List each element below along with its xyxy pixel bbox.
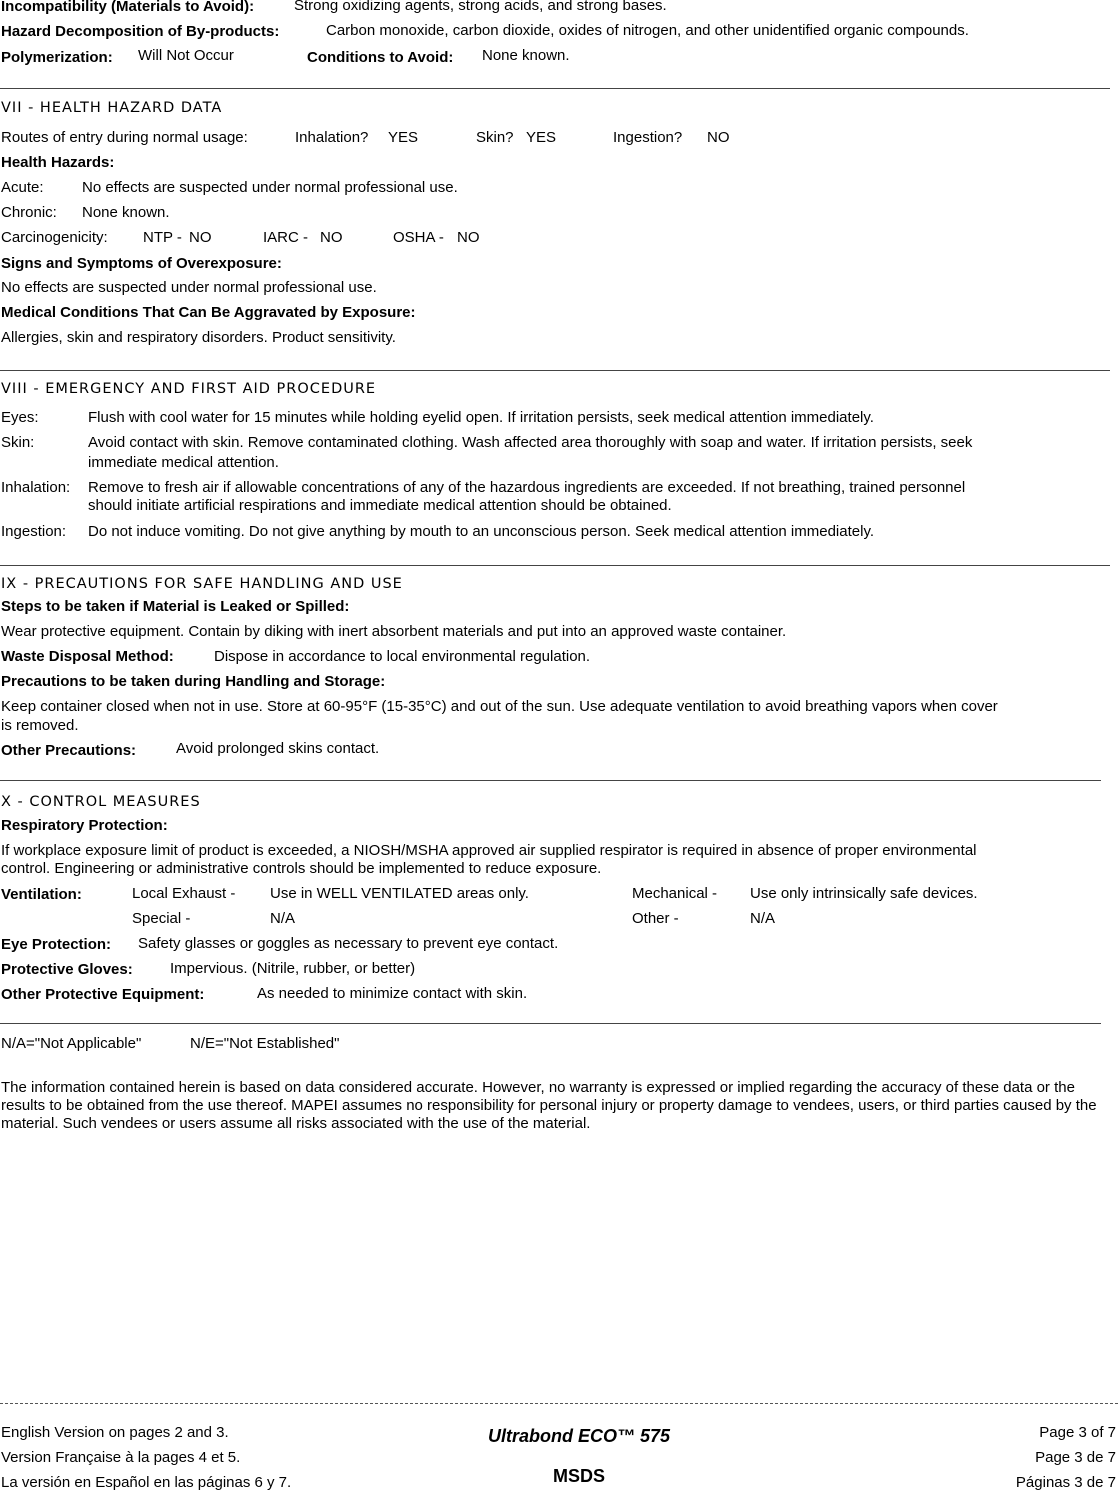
- other-ventilation-value: N/A: [750, 910, 776, 927]
- polymerization-label: Polymerization:: [1, 49, 113, 66]
- routes-label: Routes of entry during normal usage:: [1, 129, 248, 146]
- eye-protection-value: Safety glasses or goggles as necessary to prevent eye contact.: [138, 935, 559, 952]
- chronic-value: None known.: [82, 204, 170, 221]
- waste-disposal-label: Waste Disposal Method:: [1, 648, 174, 665]
- spill-steps-value: Wear protective equipment. Contain by diking with inert absorbent materials and put into an approved waste container.: [1, 623, 787, 640]
- acute-label: Acute:: [1, 179, 44, 196]
- inhalation-value-line2: should initiate artificial respirations and immediate medical attention should be obtained.: [88, 497, 672, 514]
- disclaimer-paragraph: The information contained herein is based on data considered accurate. However, no warranty is expressed or implied regarding the accuracy of these data or the results to be obtained from the use thereof. MAPEI assumes no responsibility for personal injury or property damage to vendees, users, or third parties caused by the material. Such vendees or users assume all risks associated with the use of the material.: [1, 1079, 1097, 1132]
- eyes-value: Flush with cool water for 15 minutes while holding eyelid open. If irritation persists, seek medical attention immediately.: [88, 409, 874, 426]
- divider: [0, 780, 1101, 781]
- skin-value-line1: Avoid contact with skin. Remove contaminated clothing. Wash affected area thoroughly with soap and water. If irritation persists, seek: [88, 434, 973, 451]
- other-protective-equipment-label: Other Protective Equipment:: [1, 986, 205, 1003]
- special-value: N/A: [270, 910, 296, 927]
- handling-storage-label: Precautions to be taken during Handling and Storage:: [1, 673, 386, 690]
- protective-gloves-value: Impervious. (Nitrile, rubber, or better): [170, 960, 416, 977]
- protective-gloves-label: Protective Gloves:: [1, 961, 133, 978]
- footer-english-version: English Version on pages 2 and 3.: [1, 1424, 229, 1441]
- handling-storage-value-line2: is removed.: [1, 717, 79, 734]
- ne-note: N/E="Not Established": [190, 1035, 340, 1052]
- local-exhaust-value: Use in WELL VENTILATED areas only.: [270, 885, 529, 902]
- skin-question: Skin?: [476, 129, 514, 146]
- health-hazards-label: Health Hazards:: [1, 154, 115, 171]
- ingestion-question: Ingestion?: [613, 129, 683, 146]
- medical-conditions-label: Medical Conditions That Can Be Aggravated by Exposure:: [1, 304, 416, 321]
- ingestion-value: Do not induce vomiting. Do not give anything by mouth to an unconscious person. Seek medical attention immediately.: [88, 523, 874, 540]
- iarc-value: NO: [320, 229, 343, 246]
- footer-page-spanish: Páginas 3 de 7: [1015, 1474, 1116, 1491]
- divider: [0, 88, 1110, 89]
- section-ix-title: IX - PRECAUTIONS FOR SAFE HANDLING AND USE: [1, 576, 403, 592]
- acute-value: No effects are suspected under normal professional use.: [82, 179, 458, 196]
- other-precautions-label: Other Precautions:: [1, 742, 137, 759]
- divider: [0, 1023, 1101, 1024]
- eye-protection-label: Eye Protection:: [1, 936, 112, 953]
- incompatibility-label: Incompatibility (Materials to Avoid):: [1, 0, 255, 15]
- divider: [0, 370, 1110, 371]
- respiratory-protection-label: Respiratory Protection:: [1, 817, 168, 834]
- skin-value-line2: immediate medical attention.: [88, 454, 279, 471]
- ntp-label: NTP -: [143, 229, 182, 246]
- inhalation-question: Inhalation?: [295, 129, 369, 146]
- inhalation-answer: YES: [388, 129, 419, 146]
- na-note: N/A="Not Applicable": [1, 1035, 142, 1052]
- footer-divider: [0, 1403, 1118, 1404]
- mechanical-label: Mechanical -: [632, 885, 718, 902]
- iarc-label: IARC -: [263, 229, 308, 246]
- eyes-label: Eyes:: [1, 409, 39, 426]
- respiratory-protection-value-line1: If workplace exposure limit of product is exceeded, a NIOSH/MSHA approved air supplied respirator is required in absence of proper environmental: [1, 842, 977, 859]
- conditions-to-avoid-label: Conditions to Avoid:: [307, 49, 454, 66]
- signs-symptoms-value: No effects are suspected under normal professional use.: [1, 279, 377, 296]
- hazard-decomposition-label: Hazard Decomposition of By-products:: [1, 23, 280, 40]
- section-viii-title: VIII - EMERGENCY AND FIRST AID PROCEDURE: [1, 381, 377, 397]
- section-x-title: X - CONTROL MEASURES: [1, 794, 201, 810]
- osha-label: OSHA -: [393, 229, 444, 246]
- polymerization-value: Will Not Occur: [138, 47, 234, 64]
- divider: [0, 565, 1110, 566]
- footer-page-french: Page 3 de 7: [1035, 1449, 1116, 1466]
- skin-answer: YES: [526, 129, 557, 146]
- respiratory-protection-value-line2: control. Engineering or administrative controls should be implemented to reduce exposure.: [1, 860, 602, 877]
- footer-spanish-version: La versión en Español en las páginas 6 y 7.: [1, 1474, 292, 1491]
- footer-french-version: Version Française à la pages 4 et 5.: [1, 1449, 241, 1466]
- ventilation-label: Ventilation:: [1, 886, 82, 903]
- skin-label: Skin:: [1, 434, 35, 451]
- spill-steps-label: Steps to be taken if Material is Leaked or Spilled:: [1, 598, 350, 615]
- osha-value: NO: [457, 229, 480, 246]
- footer-product-name: Ultrabond ECO™ 575: [487, 1426, 671, 1446]
- handling-storage-value-line1: Keep container closed when not in use. Store at 60-95°F (15-35°C) and out of the sun. Use adequate ventilation to avoid breathing vapors when cover: [1, 698, 998, 715]
- other-precautions-value: Avoid prolonged skins contact.: [176, 740, 380, 757]
- ingestion-label: Ingestion:: [1, 523, 67, 540]
- conditions-to-avoid-value: None known.: [482, 47, 570, 64]
- inhalation-label: Inhalation:: [1, 479, 71, 496]
- inhalation-value-line1: Remove to fresh air if allowable concentrations of any of the hazardous ingredients are exceeded. If not breathing, trained personnel: [88, 479, 966, 496]
- footer-page-english: Page 3 of 7: [1039, 1424, 1116, 1441]
- ntp-value: NO: [189, 229, 212, 246]
- other-protective-equipment-value: As needed to minimize contact with skin.: [257, 985, 528, 1002]
- local-exhaust-label: Local Exhaust -: [132, 885, 236, 902]
- special-label: Special -: [132, 910, 191, 927]
- ingestion-answer: NO: [707, 129, 730, 146]
- incompatibility-value: Strong oxidizing agents, strong acids, and strong bases.: [294, 0, 667, 14]
- hazard-decomposition-value: Carbon monoxide, carbon dioxide, oxides of nitrogen, and other unidentified organic compounds.: [326, 22, 969, 39]
- other-ventilation-label: Other -: [632, 910, 679, 927]
- mechanical-value: Use only intrinsically safe devices.: [750, 885, 978, 902]
- section-vii-title: VII - HEALTH HAZARD DATA: [1, 100, 223, 116]
- footer-document-type: MSDS: [552, 1466, 605, 1486]
- chronic-label: Chronic:: [1, 204, 57, 221]
- signs-symptoms-label: Signs and Symptoms of Overexposure:: [1, 255, 282, 272]
- medical-conditions-value: Allergies, skin and respiratory disorders. Product sensitivity.: [1, 329, 396, 346]
- waste-disposal-value: Dispose in accordance to local environmental regulation.: [214, 648, 591, 665]
- carcinogenicity-label: Carcinogenicity:: [1, 229, 108, 246]
